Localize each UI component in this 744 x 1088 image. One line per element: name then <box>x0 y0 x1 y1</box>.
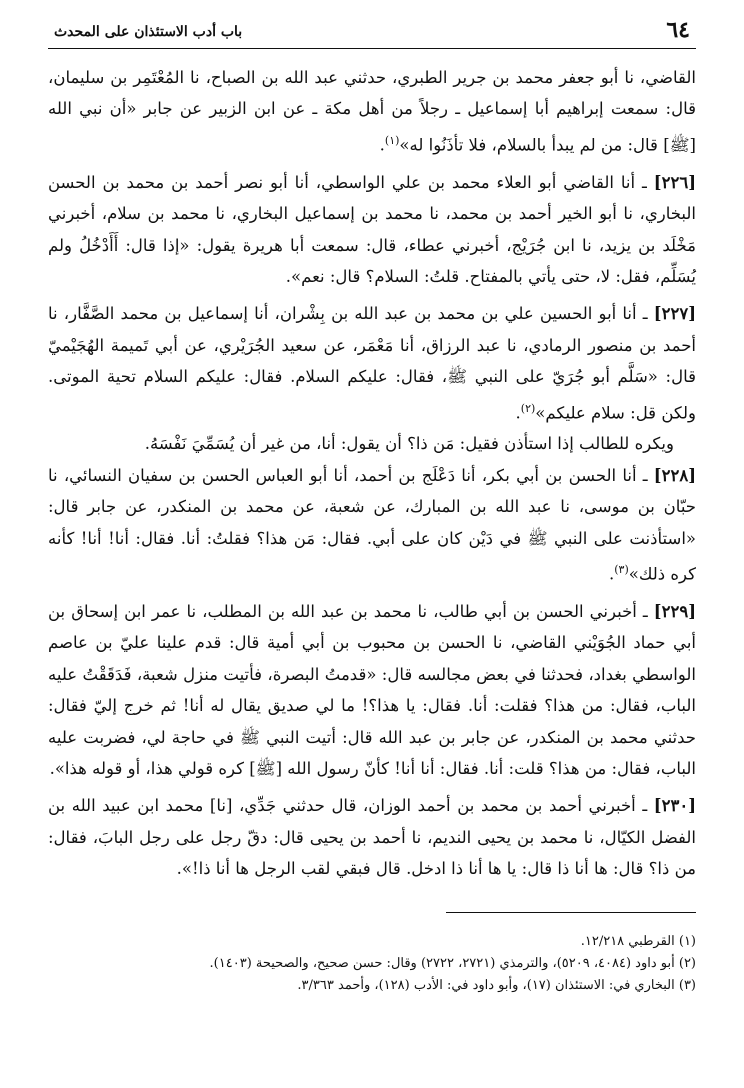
page-number: ٦٤ <box>666 17 690 43</box>
hadith-number: [٢٣٠] <box>653 796 696 816</box>
hadith-229 <box>48 596 696 784</box>
paragraph-tail: . <box>609 564 615 584</box>
footnote-1: (١) القرطبي ١٢/٢١٨. <box>580 934 696 949</box>
footnote-ref: (٣) <box>614 563 629 577</box>
paragraph-text: ـ أخبرني الحسن بن أبي طالب، نا محمد بن عبد الله بن المطلب، نا عمر ابن إسحاق بن أبي حماد الجُوَيْني القاضي، نا الحسن بن محبوب بن أبي أمية قال: قدم علينا عليّ بن عاصم الواسطي بغداد، فحدثنا في بعض مجالسه قال: «قدمتُ البصرة، فأتيت منزل شعبة، فَدَقَقْتُ عليه الباب، فقال: من هذا؟ فقلت: أنا. فقال: يا هذا؟! ما لي صديق يقال له أنا! ثم خرج إليّ فقال: حدثني محمد بن المنكدر، عن جابر بن عبد الله قال: أتيت النبي ﷺ في حاجة لي، فضربت عليه الباب، فقال: من هذا؟ قلت: أنا. فقال: أنا أنا! كأنّ رسول الله [ﷺ] كره قولي هذا، أو قوله هذا» <box>48 602 696 779</box>
paragraph-text: ـ أنا الحسن بن أبي بكر، أنا دَعْلَج بن أحمد، أنا أبو العباس الحسن بن سفيان النسائي، نا حبّان بن موسى، نا عبد الله بن المبارك، عن شعبة، عن محمد بن المنكدر، عن جابر قال: «استأذنت على النبي ﷺ في دَيْن كان على أبي. فقال: مَن هذا؟ فقلتُ: أنا. فقال: أنا! أنا! كأنه كره ذلك» <box>48 465 696 584</box>
hadith-228 <box>48 460 696 590</box>
commentary-paragraph <box>48 428 696 459</box>
paragraph-tail: . <box>379 135 385 155</box>
hadith-number: [٢٢٧] <box>653 304 696 324</box>
footnote-3: (٣) البخاري في: الاستئذان (١٧)، وأبو داود في: الأدب (١٢٨)، وأحمد ٣/٣٦٣. <box>297 978 696 993</box>
hadith-226 <box>48 167 696 293</box>
hadith-number: [٢٢٦] <box>653 172 696 192</box>
footnote-2: (٢) أبو داود (٤٠٨٤، ٥٢٠٩)، والترمذي (٢٧٢١، ٢٧٢٢) وقال: حسن صحيح، والصحيحة (١٤٠٣). <box>209 956 696 971</box>
paragraph-text: القاضي، نا أبو جعفر محمد بن جرير الطبري، حدثني عبد الله بن الصباح، نا المُعْتَمِر بن سليمان، قال: سمعت إبراهيم أبا إسماعيل ـ رجلاً من أهل مكة ـ عن ابن الزبير عن جابر «أن نبي الله [ﷺ] قال: من لم يبدأ بالسلام، فلا تأذَنُوا له» <box>48 68 696 155</box>
paragraph-tail: . <box>285 266 291 286</box>
paragraph-tail: . <box>49 759 55 779</box>
hadith-227 <box>48 298 696 428</box>
paragraph-text: ـ أنا القاضي أبو العلاء محمد بن علي الواسطي، أنا أبو نصر أحمد بن محمد بن الحسن البخاري، نا أبو الخير أحمد بن محمد، نا محمد بن إسماعيل البخاري، نا محمد بن سلام، أخبرني مَخْلَد بن يزيد، نا ابن جُرَيْج، أخبرني عطاء، قال: سمعت أبا هريرة يقول: «إذا قال: أَأَدْخُلُ ولم يُسَلِّم، فقل: لا، حتى يأتي بالمفتاح. قلتُ: السلام؟ قال: نعم» <box>48 172 696 286</box>
paragraph-tail: . <box>515 403 521 423</box>
paragraph-continuation <box>48 62 696 161</box>
hadith-number: [٢٢٩] <box>653 602 696 621</box>
footnote-ref: (١) <box>384 133 400 147</box>
footnote-ref: (٢) <box>520 401 536 415</box>
paragraph-text: ـ أخبرني أحمد بن محمد بن أحمد الوزان، قال حدثني جَدِّي، [نا] محمد ابن عبيد الله بن الفضل الكيّال، نا محمد بن يحيى النديم، نا أحمد بن يحيى قال: دقّ رجل على رجل البابَ، فقال: من ذا؟ قال: ها أنا ذا قال: يا ها أنا ذا ادخل. قال فبقي لقب الرجل ها أنا ذا!» <box>48 796 696 879</box>
running-title: باب أدب الاستئذان على المحدث <box>54 24 243 40</box>
hadith-230 <box>48 790 696 884</box>
main-text <box>48 62 696 885</box>
footnotes-section <box>48 912 696 997</box>
footnote-divider <box>446 912 696 913</box>
page-header <box>48 14 696 49</box>
hadith-number: [٢٢٨] <box>653 465 696 485</box>
paragraph-text: ـ أنا أبو الحسين علي بن محمد بن عبد الله بن بِشْران، أنا إسماعيل بن محمد الصَّفَّار، نا أحمد بن منصور الرمادي، نا عبد الرزاق، أنا مَعْمَر، عن سعيد الجُرَيْري، عن أبي تَميمة الهُجَيْميّ قال: «سَلَّم أبو جُرَيّ على النبي ﷺ، فقال: عليكم السلام. فقال: عليكم السلام تحية الموتى. ولكن قل: سلام عليكم» <box>48 304 696 423</box>
paragraph-text: ويكره للطالب إذا استأذن فقيل: مَن ذا؟ أن يقول: أنا، من غير أن يُسَمِّيَ نَفْسَهُ. <box>144 434 674 454</box>
paragraph-tail: . <box>176 859 182 879</box>
